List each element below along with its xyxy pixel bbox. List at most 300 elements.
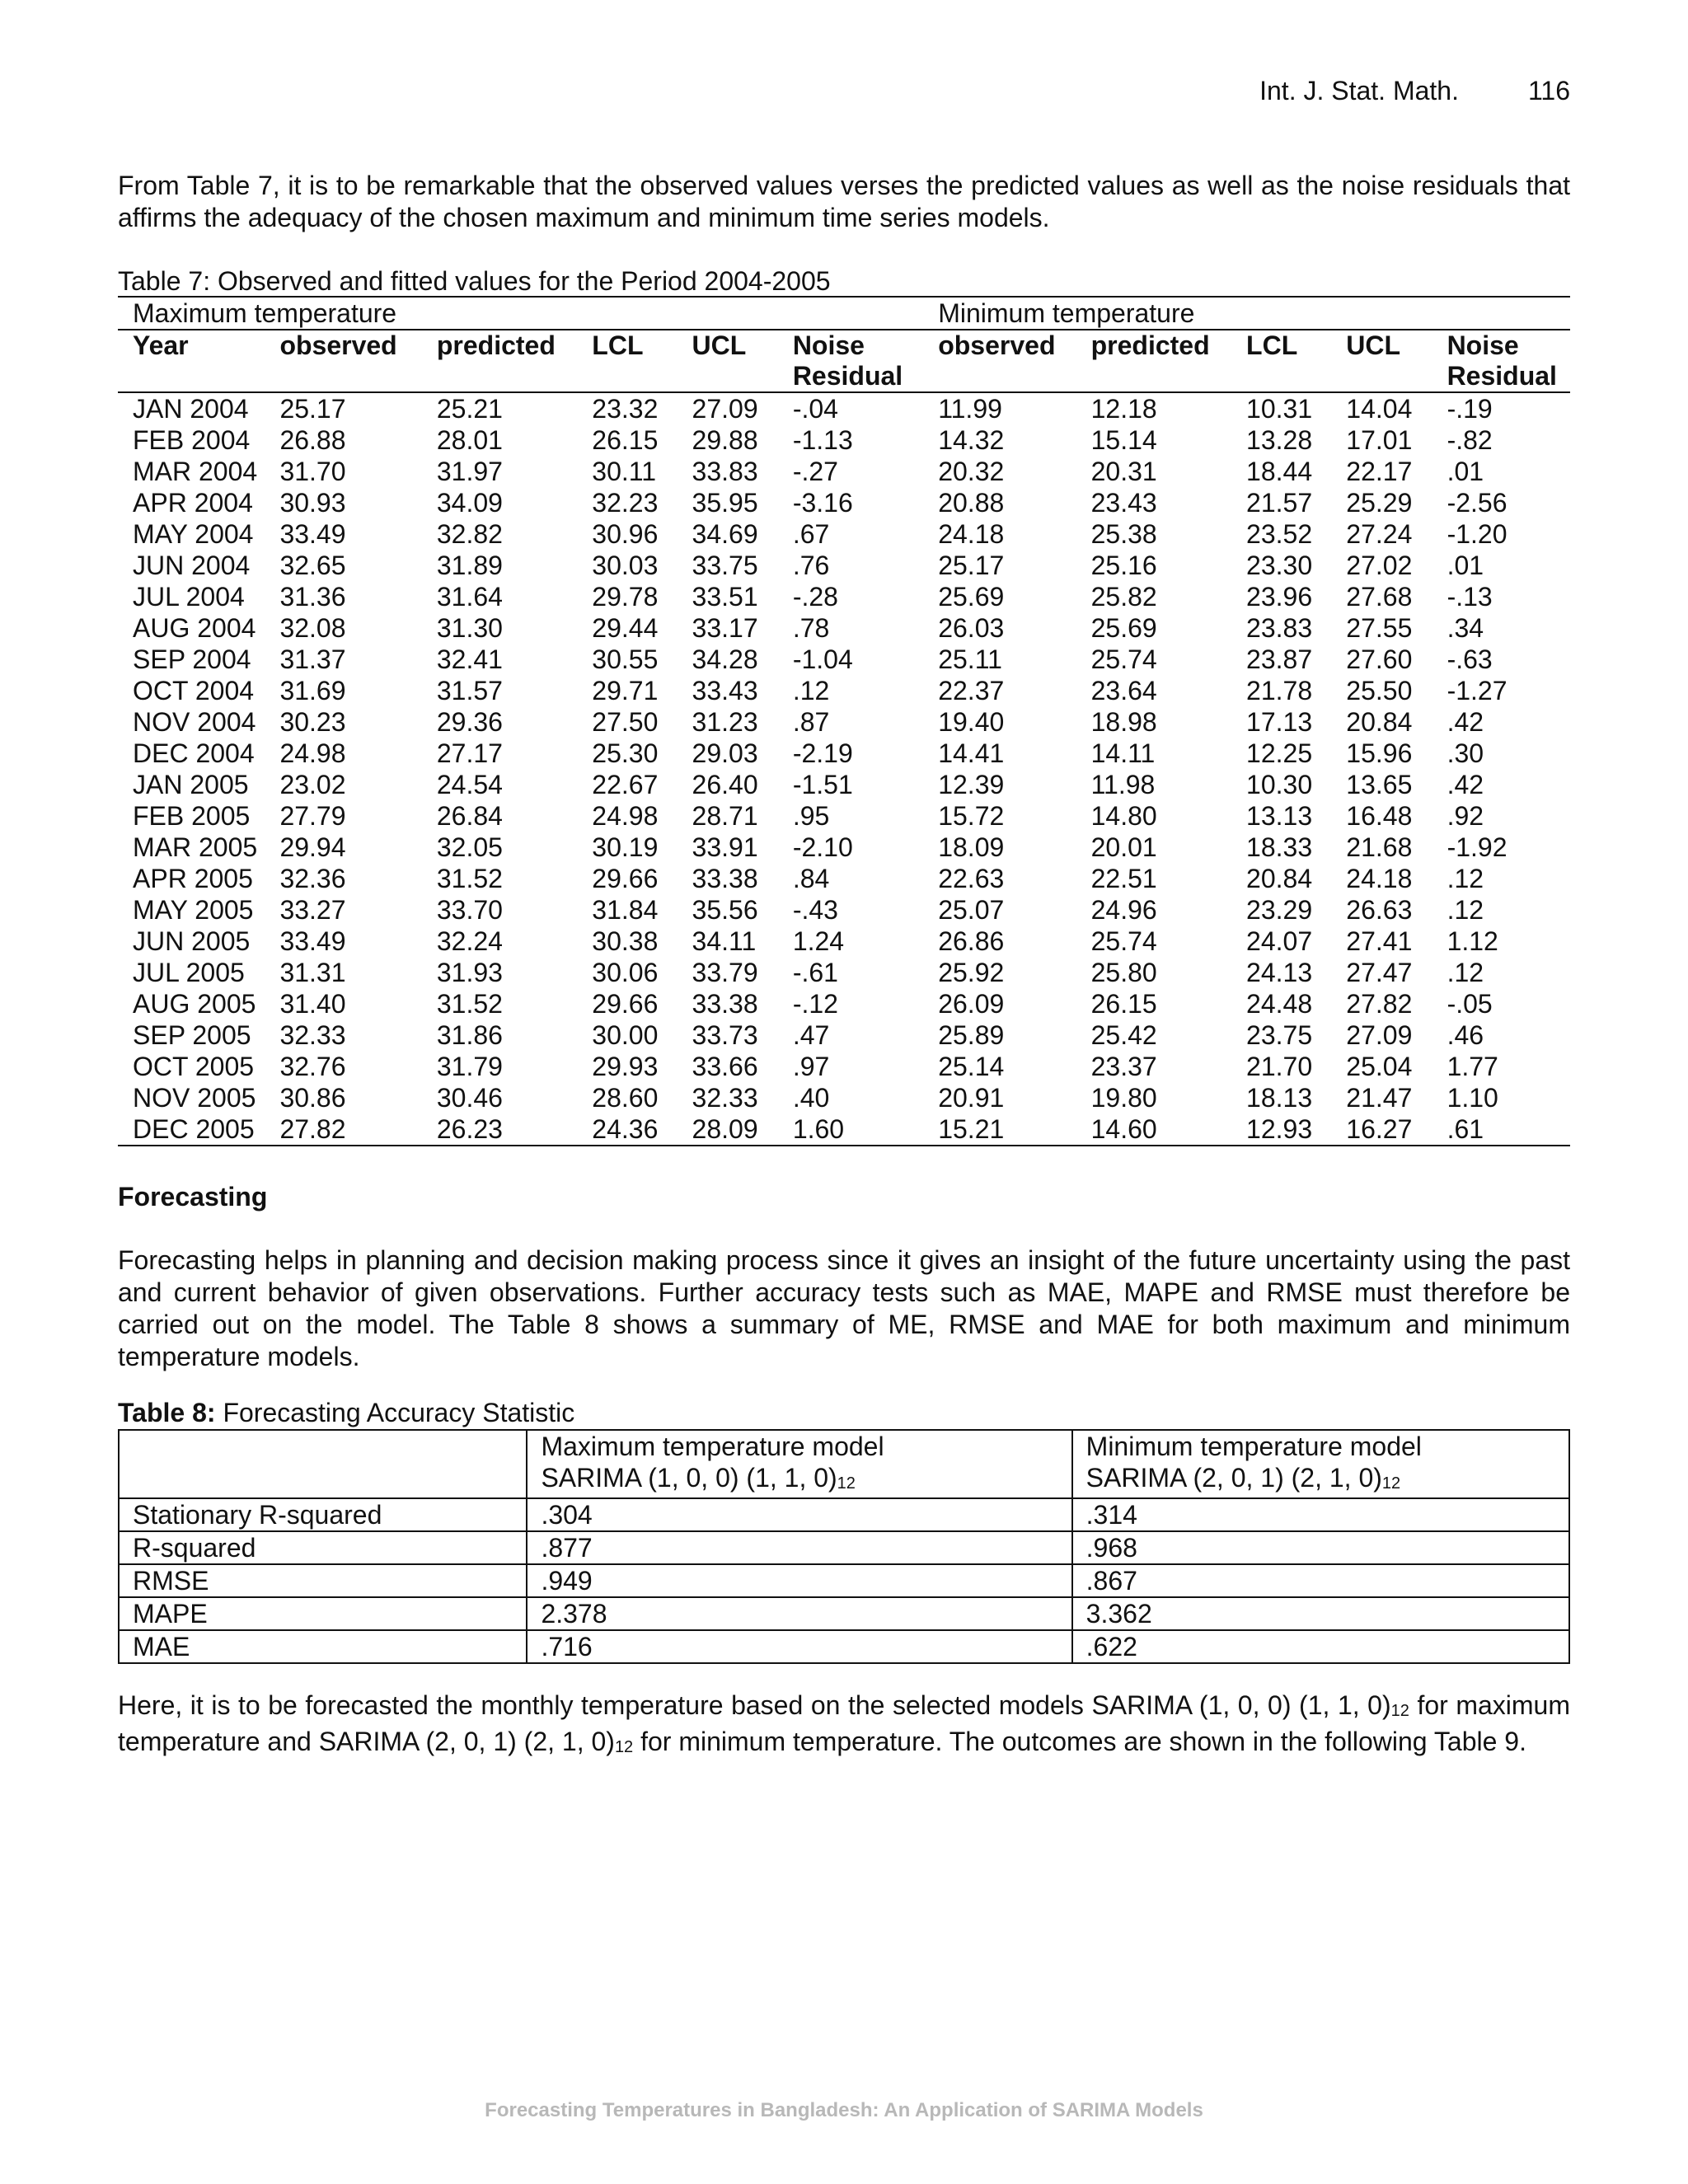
cell-max-lcl: 30.11	[592, 457, 656, 486]
cell-max-model-value: .877	[527, 1531, 1071, 1564]
cell-year: FEB 2004	[133, 425, 251, 455]
cell-min-lcl: 21.57	[1246, 488, 1313, 518]
cell-year: NOV 2004	[133, 707, 256, 737]
cell-max-ucl: 33.79	[692, 958, 758, 987]
cell-min-predicted: 20.01	[1090, 832, 1157, 862]
cell-max-noise-residual: .40	[792, 1083, 830, 1113]
table7-group-min: Minimum temperature	[938, 297, 1570, 330]
table8-header-empty	[119, 1430, 527, 1498]
cell-max-lcl: 22.67	[592, 770, 659, 799]
cell-max-model-value: .949	[527, 1564, 1071, 1597]
cell-min-observed: 20.88	[938, 488, 1005, 518]
cell-max-noise-residual: -.04	[792, 394, 838, 424]
forecasting-paragraph: Forecasting helps in planning and decision making process since it gives an insight of the future uncertainty using the past and current behavior of given observations. Further accuracy tests such as MAE, MAPE and RMSE must therefore be carried out on the model. The Table 8 shows a summary of ME, RMSE and MAE for both maximum and minimum temperature models.	[118, 1245, 1570, 1371]
cell-min-noise-residual: -.13	[1447, 582, 1493, 612]
cell-max-ucl: 33.73	[692, 1020, 758, 1050]
cell-year: APR 2004	[133, 488, 253, 518]
cell-year: SEP 2004	[133, 644, 251, 674]
cell-max-observed: 25.17	[279, 394, 346, 424]
noise-label-line2: Residual	[1447, 361, 1557, 391]
cell-min-noise-residual: 1.10	[1447, 1083, 1498, 1113]
cell-max-ucl: 34.11	[692, 926, 757, 956]
cell-year: JAN 2005	[133, 770, 249, 799]
cell-min-lcl: 13.28	[1246, 425, 1313, 455]
cell-max-predicted: 26.23	[437, 1113, 592, 1146]
cell-max-predicted: 31.79	[436, 1052, 503, 1081]
cell-max-noise-residual: .78	[792, 613, 830, 643]
cell-min-noise-residual: .46	[1447, 1020, 1484, 1050]
cell-min-ucl: 27.55	[1346, 613, 1413, 643]
cell-min-model-value: 3.362	[1072, 1597, 1569, 1630]
cell-year: FEB 2005	[133, 801, 251, 831]
cell-min-ucl: 25.50	[1346, 676, 1413, 705]
cell-min-predicted: 25.42	[1090, 1020, 1157, 1050]
cell-min-lcl: 20.84	[1246, 864, 1313, 893]
cell-max-ucl: 29.88	[692, 425, 758, 455]
cell-max-observed: 33.27	[279, 895, 346, 925]
cell-min-noise-residual: -1.27	[1447, 676, 1507, 705]
table7-row	[118, 800, 1570, 832]
cell-max-predicted: 24.54	[436, 770, 503, 799]
cell-min-model-value: .968	[1072, 1531, 1569, 1564]
cell-min-ucl: 27.68	[1346, 582, 1413, 612]
table8-row	[119, 1630, 1569, 1663]
cell-min-ucl: 25.04	[1346, 1052, 1413, 1081]
cell-max-noise-residual: .97	[792, 1052, 830, 1081]
cell-min-observed: 12.39	[938, 770, 1005, 799]
cell-max-lcl: 24.98	[592, 801, 659, 831]
cell-min-noise-residual: .30	[1447, 738, 1484, 768]
noise-label-line2: Residual	[792, 361, 903, 391]
cell-min-predicted: 18.98	[1090, 707, 1157, 737]
cell-max-observed: 24.98	[279, 738, 346, 768]
cell-year: MAR 2004	[133, 457, 258, 486]
closing-paragraph	[118, 1690, 1570, 1762]
cell-max-predicted: 25.21	[436, 394, 503, 424]
cell-min-lcl: 23.52	[1246, 519, 1313, 549]
cell-max-observed: 30.93	[279, 488, 346, 518]
cell-min-noise-residual: .12	[1447, 895, 1484, 925]
table7-row	[118, 644, 1570, 675]
table7-row	[118, 738, 1570, 769]
cell-min-observed: 18.09	[938, 832, 1005, 862]
cell-min-ucl: 20.84	[1346, 707, 1413, 737]
cell-max-lcl: 31.84	[592, 895, 659, 925]
cell-max-lcl: 30.96	[592, 519, 659, 549]
table7-caption: Table 7: Observed and fitted values for the Period 2004-2005	[118, 266, 831, 296]
cell-min-ucl: 27.82	[1346, 989, 1413, 1019]
table7-body	[118, 392, 1570, 1146]
cell-max-noise-residual: .87	[792, 707, 830, 737]
cell-min-observed: 15.72	[938, 801, 1005, 831]
col-header-max-ucl: UCL	[692, 330, 793, 392]
cell-min-observed: 26.03	[938, 613, 1005, 643]
cell-max-ucl: 33.66	[692, 1052, 758, 1081]
cell-max-ucl: 33.17	[692, 613, 758, 643]
cell-min-observed: 11.99	[938, 394, 1002, 424]
cell-min-observed: 20.91	[938, 1083, 1005, 1113]
cell-min-observed: 25.17	[938, 551, 1005, 580]
cell-max-noise-residual: -1.51	[792, 770, 853, 799]
table7-row	[118, 863, 1570, 894]
cell-min-lcl: 12.25	[1246, 738, 1313, 768]
cell-min-ucl: 27.47	[1346, 958, 1413, 987]
cell-min-ucl: 21.47	[1346, 1083, 1413, 1113]
cell-min-lcl: 21.70	[1246, 1052, 1313, 1081]
col-header-min-noise	[1447, 330, 1570, 392]
cell-max-predicted: 31.52	[436, 864, 503, 893]
cell-min-ucl: 22.17	[1346, 457, 1413, 486]
cell-max-lcl: 29.66	[592, 864, 659, 893]
closing-text-part2: for maximum temperature and SARIMA (2, 0, 1) (2, 1, 0)	[118, 1690, 1571, 1756]
cell-max-ucl: 33.91	[692, 832, 758, 862]
cell-min-ucl: 25.29	[1346, 488, 1413, 518]
min-model-label: Minimum temperature model	[1085, 1432, 1422, 1461]
table7-row	[118, 957, 1570, 988]
cell-max-lcl: 29.71	[592, 676, 659, 705]
cell-max-ucl: 32.33	[692, 1083, 758, 1113]
cell-max-lcl: 24.36	[592, 1113, 692, 1146]
cell-min-noise-residual: 1.77	[1447, 1052, 1498, 1081]
cell-min-noise-residual: -2.56	[1447, 488, 1507, 518]
table7-row	[118, 1019, 1570, 1051]
cell-min-ucl: 27.60	[1346, 644, 1413, 674]
cell-max-predicted: 30.46	[436, 1083, 503, 1113]
cell-statistic-name: MAE	[119, 1630, 527, 1663]
cell-min-observed: 14.32	[938, 425, 1005, 455]
cell-min-noise-residual: -.05	[1447, 989, 1493, 1019]
cell-max-lcl: 30.00	[592, 1020, 659, 1050]
cell-year: OCT 2005	[133, 1052, 255, 1081]
col-header-year: Year	[118, 330, 279, 392]
table7-group-max: Maximum temperature	[118, 297, 938, 330]
cell-min-predicted: 20.31	[1090, 457, 1157, 486]
cell-min-ucl: 27.09	[1346, 1020, 1413, 1050]
cell-min-lcl: 23.87	[1246, 644, 1313, 674]
cell-max-ucl: 35.95	[692, 488, 758, 518]
cell-max-predicted: 31.86	[436, 1020, 503, 1050]
cell-max-lcl: 30.03	[592, 551, 659, 580]
cell-min-noise-residual: -1.92	[1447, 832, 1507, 862]
cell-max-lcl: 30.06	[592, 958, 659, 987]
cell-year: MAR 2005	[133, 832, 258, 862]
cell-min-noise-residual: -.19	[1447, 394, 1493, 424]
table7-row	[118, 894, 1570, 926]
cell-min-model-value: .314	[1072, 1498, 1569, 1531]
cell-min-observed: 26.09	[938, 989, 1005, 1019]
cell-max-noise-residual: .12	[792, 676, 830, 705]
cell-max-predicted: 26.84	[436, 801, 503, 831]
cell-min-observed: 25.14	[938, 1052, 1005, 1081]
cell-max-noise-residual: -.27	[792, 457, 838, 486]
cell-max-observed: 30.86	[279, 1083, 346, 1113]
cell-min-predicted: 25.74	[1090, 926, 1157, 956]
cell-min-noise-residual: .42	[1447, 770, 1484, 799]
cell-min-lcl: 24.13	[1246, 958, 1313, 987]
cell-min-lcl: 24.48	[1246, 989, 1313, 1019]
cell-min-observed: 22.37	[938, 676, 1005, 705]
cell-year: JUL 2005	[133, 958, 245, 987]
cell-max-observed: 32.33	[279, 1020, 346, 1050]
cell-year: JUN 2004	[133, 551, 251, 580]
cell-max-observed: 32.08	[279, 613, 346, 643]
cell-max-lcl: 26.15	[592, 425, 659, 455]
table7-row	[118, 1082, 1570, 1113]
cell-max-ucl: 33.38	[692, 864, 758, 893]
cell-min-predicted: 25.80	[1090, 958, 1157, 987]
cell-max-predicted: 34.09	[436, 488, 503, 518]
cell-min-lcl: 12.93	[1246, 1113, 1346, 1146]
cell-min-observed: 25.69	[938, 582, 1005, 612]
cell-min-ucl: 27.41	[1346, 926, 1413, 956]
cell-max-observed: 33.49	[279, 926, 346, 956]
table8-body	[119, 1498, 1569, 1663]
table7-row	[118, 581, 1570, 612]
col-header-max-observed: observed	[279, 330, 436, 392]
cell-min-model-value: .622	[1072, 1630, 1569, 1663]
cell-min-ucl: 21.68	[1346, 832, 1413, 862]
table7-row	[118, 706, 1570, 738]
cell-min-lcl: 18.44	[1246, 457, 1313, 486]
cell-max-predicted: 28.01	[436, 425, 503, 455]
cell-max-noise-residual: -2.10	[792, 832, 853, 862]
table7-row	[118, 487, 1570, 518]
cell-statistic-name: RMSE	[119, 1564, 527, 1597]
cell-min-lcl: 21.78	[1246, 676, 1313, 705]
cell-max-predicted: 31.57	[436, 676, 503, 705]
cell-min-lcl: 23.96	[1246, 582, 1313, 612]
cell-max-noise-residual: -1.13	[792, 425, 853, 455]
cell-max-noise-residual: 1.60	[793, 1113, 938, 1146]
cell-min-predicted: 25.82	[1090, 582, 1157, 612]
cell-max-observed: 27.79	[279, 801, 346, 831]
cell-max-lcl: 30.19	[592, 832, 659, 862]
cell-min-predicted: 14.11	[1090, 738, 1156, 768]
cell-min-predicted: 25.16	[1090, 551, 1157, 580]
table8-row	[119, 1597, 1569, 1630]
cell-min-predicted: 26.15	[1090, 989, 1157, 1019]
cell-max-ucl: 28.09	[692, 1113, 793, 1146]
cell-max-predicted: 31.30	[436, 613, 503, 643]
cell-max-noise-residual: .84	[792, 864, 830, 893]
cell-max-observed: 29.94	[279, 832, 346, 862]
cell-min-lcl: 23.29	[1246, 895, 1313, 925]
journal-name: Int. J. Stat. Math.	[1259, 76, 1459, 105]
cell-min-observed: 26.86	[938, 926, 1005, 956]
table8-caption-label: Table 8:	[118, 1398, 216, 1427]
cell-max-predicted: 31.89	[436, 551, 503, 580]
cell-year: APR 2005	[133, 864, 253, 893]
cell-max-observed: 23.02	[279, 770, 346, 799]
cell-max-noise-residual: -.28	[792, 582, 838, 612]
table7-row	[118, 988, 1570, 1019]
table7-row	[118, 832, 1570, 863]
cell-year: JUL 2004	[133, 582, 245, 612]
cell-max-ucl: 31.23	[692, 707, 758, 737]
cell-max-predicted: 32.41	[436, 644, 503, 674]
cell-min-predicted: 24.96	[1090, 895, 1157, 925]
cell-year: OCT 2004	[133, 676, 255, 705]
cell-max-predicted: 32.24	[436, 926, 503, 956]
cell-max-lcl: 28.60	[592, 1083, 659, 1113]
cell-max-lcl: 27.50	[592, 707, 659, 737]
cell-max-noise-residual: .95	[792, 801, 830, 831]
cell-min-observed: 15.21	[938, 1113, 1090, 1146]
cell-min-noise-residual: .01	[1447, 457, 1484, 486]
cell-max-observed: 27.82	[279, 1113, 436, 1146]
cell-max-noise-residual: -3.16	[792, 488, 853, 518]
cell-max-lcl: 29.93	[592, 1052, 659, 1081]
cell-max-ucl: 26.40	[692, 770, 758, 799]
cell-statistic-name: R-squared	[119, 1531, 527, 1564]
cell-max-ucl: 33.83	[692, 457, 758, 486]
cell-max-predicted: 31.97	[436, 457, 503, 486]
table7-row	[118, 456, 1570, 487]
cell-min-lcl: 23.83	[1246, 613, 1313, 643]
cell-year: JAN 2004	[133, 394, 249, 424]
cell-min-noise-residual: 1.12	[1447, 926, 1498, 956]
cell-min-observed: 19.40	[938, 707, 1005, 737]
page-number: 116	[1527, 76, 1570, 105]
cell-max-noise-residual: -2.19	[792, 738, 853, 768]
table7-row	[118, 1051, 1570, 1082]
cell-min-ucl: 16.27	[1346, 1113, 1447, 1146]
cell-year: DEC 2005	[118, 1113, 279, 1146]
cell-min-predicted: 25.74	[1090, 644, 1157, 674]
table7-header-row	[118, 330, 1570, 392]
cell-max-ucl: 35.56	[692, 895, 758, 925]
cell-min-ucl: 16.48	[1346, 801, 1413, 831]
cell-max-ucl: 34.69	[692, 519, 758, 549]
cell-min-ucl: 24.18	[1346, 864, 1413, 893]
cell-min-observed: 20.32	[938, 457, 1005, 486]
closing-subscript-1: 12	[1390, 1702, 1409, 1720]
table7-group-row	[118, 297, 1570, 330]
cell-min-noise-residual: .12	[1447, 958, 1484, 987]
cell-max-predicted: 27.17	[436, 738, 503, 768]
cell-max-ucl: 34.28	[692, 644, 758, 674]
cell-min-predicted: 11.98	[1090, 770, 1156, 799]
table8-row	[119, 1498, 1569, 1531]
cell-min-ucl: 14.04	[1346, 394, 1413, 424]
table8-header-row	[119, 1430, 1569, 1498]
cell-max-ucl: 27.09	[692, 394, 758, 424]
table8-header-max	[527, 1430, 1071, 1498]
cell-max-lcl: 32.23	[592, 488, 659, 518]
col-header-min-predicted: predicted	[1091, 330, 1246, 392]
cell-max-lcl: 30.55	[592, 644, 659, 674]
cell-max-ucl: 33.38	[692, 989, 758, 1019]
cell-min-predicted: 23.37	[1090, 1052, 1157, 1081]
table8-row	[119, 1564, 1569, 1597]
table7-row	[118, 1113, 1570, 1146]
table7-row	[118, 769, 1570, 800]
cell-max-noise-residual: -.43	[792, 895, 838, 925]
intro-paragraph: From Table 7, it is to be remarkable that the observed values verses the predicted values as well as the noise residuals that affirms the adequacy of the chosen maximum and minimum time series models.	[118, 171, 1570, 232]
cell-max-observed: 32.65	[279, 551, 346, 580]
cell-min-observed: 14.41	[938, 738, 1005, 768]
min-model-subscript: 12	[1381, 1474, 1401, 1493]
cell-min-predicted: 23.64	[1090, 676, 1157, 705]
cell-year: SEP 2005	[133, 1020, 251, 1050]
col-header-min-lcl: LCL	[1246, 330, 1346, 392]
cell-max-lcl: 29.66	[592, 989, 659, 1019]
table8	[118, 1429, 1570, 1664]
cell-min-ucl: 17.01	[1346, 425, 1413, 455]
closing-subscript-2: 12	[614, 1738, 634, 1756]
cell-max-predicted: 31.64	[436, 582, 503, 612]
page-footer: Forecasting Temperatures in Bangladesh: An Application of SARIMA Models	[485, 2099, 1203, 2121]
cell-max-observed: 30.23	[279, 707, 346, 737]
cell-min-noise-residual: .61	[1447, 1113, 1570, 1146]
col-header-max-lcl: LCL	[592, 330, 692, 392]
cell-max-lcl: 25.30	[592, 738, 659, 768]
cell-max-ucl: 28.71	[692, 801, 758, 831]
cell-min-noise-residual: .34	[1447, 613, 1484, 643]
cell-max-predicted: 31.93	[436, 958, 503, 987]
cell-max-ucl: 33.43	[692, 676, 758, 705]
cell-min-observed: 25.07	[938, 895, 1005, 925]
cell-min-model-value: .867	[1072, 1564, 1569, 1597]
cell-max-noise-residual: .67	[792, 519, 830, 549]
cell-min-noise-residual: .42	[1447, 707, 1484, 737]
table7-row	[118, 392, 1570, 424]
cell-min-predicted: 23.43	[1090, 488, 1157, 518]
cell-max-predicted: 29.36	[436, 707, 503, 737]
cell-max-ucl: 33.75	[692, 551, 758, 580]
max-model-spec: SARIMA (1, 0, 0) (1, 1, 0)	[541, 1463, 837, 1493]
min-model-spec: SARIMA (2, 0, 1) (2, 1, 0)	[1085, 1463, 1382, 1493]
cell-max-noise-residual: -.61	[792, 958, 838, 987]
cell-min-noise-residual: .92	[1447, 801, 1484, 831]
table7-row	[118, 424, 1570, 456]
running-header	[1259, 76, 1570, 106]
cell-max-predicted: 33.70	[436, 895, 503, 925]
cell-min-predicted: 15.14	[1090, 425, 1157, 455]
cell-min-noise-residual: -.82	[1447, 425, 1493, 455]
cell-min-predicted: 19.80	[1090, 1083, 1157, 1113]
cell-year: JUN 2005	[133, 926, 251, 956]
table7-row	[118, 675, 1570, 706]
closing-text-part1: Here, it is to be forecasted the monthly temperature based on the selected models SARIMA (1, 0, 0) (1, 1, 0)	[118, 1690, 1391, 1720]
cell-max-noise-residual: .76	[792, 551, 830, 580]
cell-min-lcl: 24.07	[1246, 926, 1313, 956]
col-header-min-observed: observed	[938, 330, 1090, 392]
cell-max-model-value: .304	[527, 1498, 1071, 1531]
cell-max-observed: 33.49	[279, 519, 346, 549]
col-header-max-noise	[793, 330, 938, 392]
cell-max-ucl: 29.03	[692, 738, 758, 768]
cell-min-lcl: 10.30	[1246, 770, 1313, 799]
cell-max-observed: 31.36	[279, 582, 346, 612]
cell-min-lcl: 17.13	[1246, 707, 1313, 737]
closing-text-part3: for minimum temperature. The outcomes are shown in the following Table 9.	[633, 1727, 1526, 1756]
cell-max-observed: 31.69	[279, 676, 346, 705]
cell-min-ucl: 27.24	[1346, 519, 1413, 549]
cell-year: NOV 2005	[133, 1083, 256, 1113]
cell-max-ucl: 33.51	[692, 582, 758, 612]
cell-min-predicted: 14.60	[1091, 1113, 1246, 1146]
noise-label-line1: Noise	[1447, 330, 1519, 360]
table8-header-min	[1072, 1430, 1569, 1498]
table7-row	[118, 550, 1570, 581]
cell-min-ucl: 26.63	[1346, 895, 1413, 925]
cell-max-observed: 32.76	[279, 1052, 346, 1081]
cell-min-predicted: 22.51	[1090, 864, 1157, 893]
cell-statistic-name: MAPE	[119, 1597, 527, 1630]
cell-max-lcl: 29.44	[592, 613, 659, 643]
cell-min-ucl: 13.65	[1346, 770, 1413, 799]
